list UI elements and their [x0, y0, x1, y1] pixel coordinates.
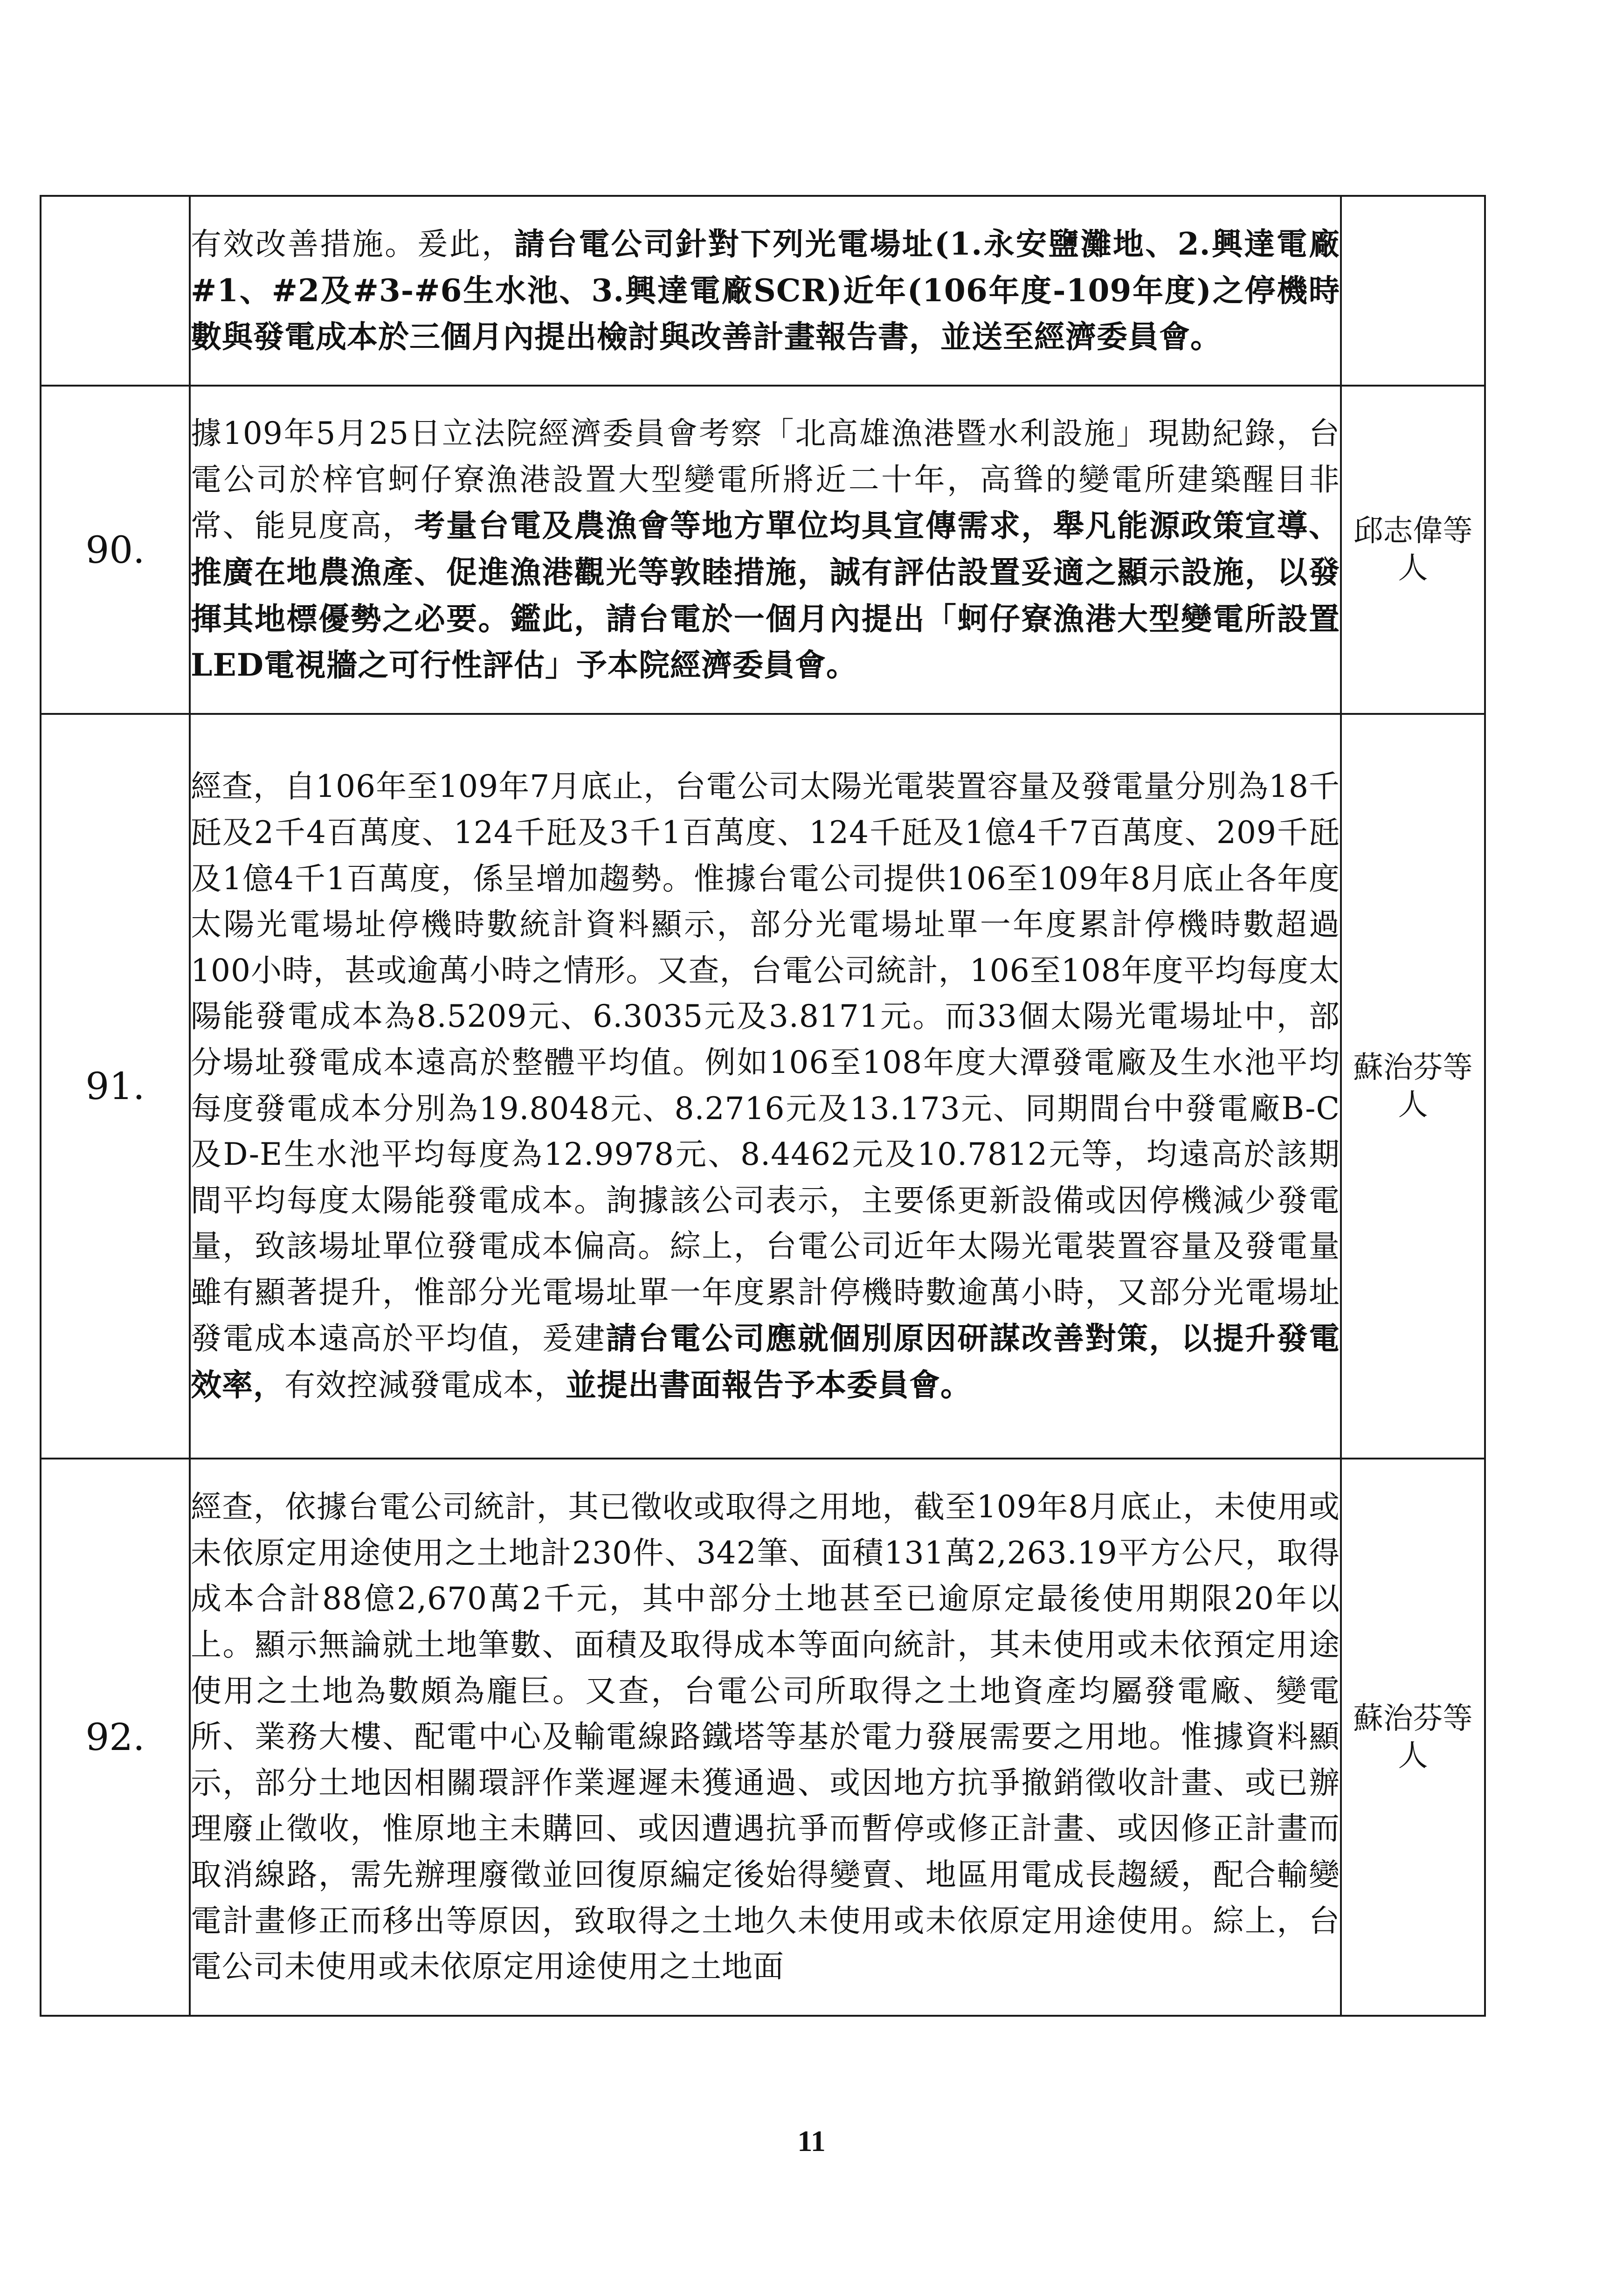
motions-table [40, 195, 1486, 2017]
table-row [41, 196, 1485, 386]
page-number: 11 [797, 2124, 826, 2158]
proposer: 蘇治芬等人 [1341, 1459, 1485, 2016]
row-number: 91. [41, 714, 190, 1459]
motion-text-bold: 考量台電及農漁會等地方單位均具宣傳需求，舉凡能源政策宣導、推廣在地農漁產、促進漁港觀光等敦睦措施，誠有評估設置妥適之顯示設施，以發揮其地標優勢之必要。鑑此，請台電於一個月內提出「蚵仔寮漁港大型變電所設置LED電視牆之可行性評估」予本院經濟委員會。 [191, 507, 1340, 684]
row-number: 90. [41, 386, 190, 714]
motion-text-bold: 並提出書面報告予本委員會。 [566, 1367, 972, 1404]
proposer: 邱志偉等人 [1341, 386, 1485, 714]
motion-text-segment: 有效控減發電成本， [284, 1367, 566, 1404]
motion-text [190, 714, 1341, 1459]
motion-text [190, 386, 1341, 714]
motion-text-bold: 請台電公司應就個別原因研謀改善對策，以提升發電效率， [191, 1320, 1340, 1404]
table-row [41, 714, 1485, 1459]
motion-text-segment: 經查，自106年至109年7月底止，台電公司太陽光電裝置容量及發電量分別為18千瓩及2千4百萬度、124千瓩及3千1百萬度、124千瓩及1億4千7百萬度、209千瓩及1億4千1百萬度，係呈增加趨勢。惟據台電公司提供106至109年8月底止各年度太陽光電場址停機時數統計資料顯示，部分光電場址單一年度累計停機時數超過100小時，甚或逾萬小時之情形。又查，台電公司統計，106至108年度平均每度太陽能發電成本為8.5209元、6.3035元及3.8171元。而33個太陽光電場址中，部分場址發電成本遠高於整體平均值。例如106至108年度大潭發電廠及生水池平均每度發電成本分別為19.8048元、8.2716元及13.173元、同期間台中發電廠B-C及D-E生水池平均每度為12.9978元、8.4462元及10.7812元等，均遠高於該期間平均每度太陽能發電成本。詢據該公司表示，主要係更新設備或因停機減少發電量，致該場址單位發電成本偏高。綜上，台電公司近年太陽光電裝置容量及發電量雖有顯著提升，惟部分光電場址單一年度累計停機時數逾萬小時，又部分光電場址發電成本遠高於平均值，爰建 [191, 768, 1340, 1357]
table-row [41, 1459, 1485, 2016]
motion-text-bold: 請台電公司針對下列光電場址(1.永安鹽灘地、2.興達電廠#1、#2及#3-#6生水池、3.興達電廠SCR)近年(106年度-109年度)之停機時數與發電成本於三個月內提出檢討與改善計畫報告書，並送至經濟委員會。 [191, 226, 1340, 355]
motion-text [190, 1459, 1341, 2016]
proposer [1341, 196, 1485, 386]
motion-text-segment: 據109年5月25日立法院經濟委員會考察「北高雄漁港暨水利設施」現勘紀錄，台電公司於梓官蚵仔寮漁港設置大型變電所將近二十年，高聳的變電所建築醒目非常、能見度高， [191, 415, 1340, 544]
motion-text [190, 196, 1341, 386]
table-row [41, 386, 1485, 714]
proposer: 蘇治芬等人 [1341, 714, 1485, 1459]
row-number [41, 196, 190, 386]
motion-text-segment: 有效改善措施。爰此， [191, 226, 514, 263]
motion-text-segment: 經查，依據台電公司統計，其已徵收或取得之用地，截至109年8月底止，未使用或未依原定用途使用之土地計230件、342筆、面積131萬2,263.19平方公尺，取得成本合計88億2,670萬2千元，其中部分土地甚至已逾原定最後使用期限20年以上。顯示無論就土地筆數、面積及取得成本等面向統計，其未使用或未依預定用途使用之土地為數頗為龐巨。又查，台電公司所取得之土地資產均屬發電廠、變電所、業務大樓、配電中心及輸電線路鐵塔等基於電力發展需要之用地。惟據資料顯示，部分土地因相關環評作業遲遲未獲通過、或因地方抗爭撤銷徵收計畫、或已辦理廢止徵收，惟原地主未購回、或因遭遇抗爭而暫停或修正計畫、或因修正計畫而取消線路，需先辦理廢徵並回復原編定後始得變賣、地區用電成長趨緩，配合輸變電計畫修正而移出等原因，致取得之土地久未使用或未依原定用途使用。綜上，台電公司未使用或未依原定用途使用之土地面 [191, 1489, 1340, 1985]
row-number: 92. [41, 1459, 190, 2016]
